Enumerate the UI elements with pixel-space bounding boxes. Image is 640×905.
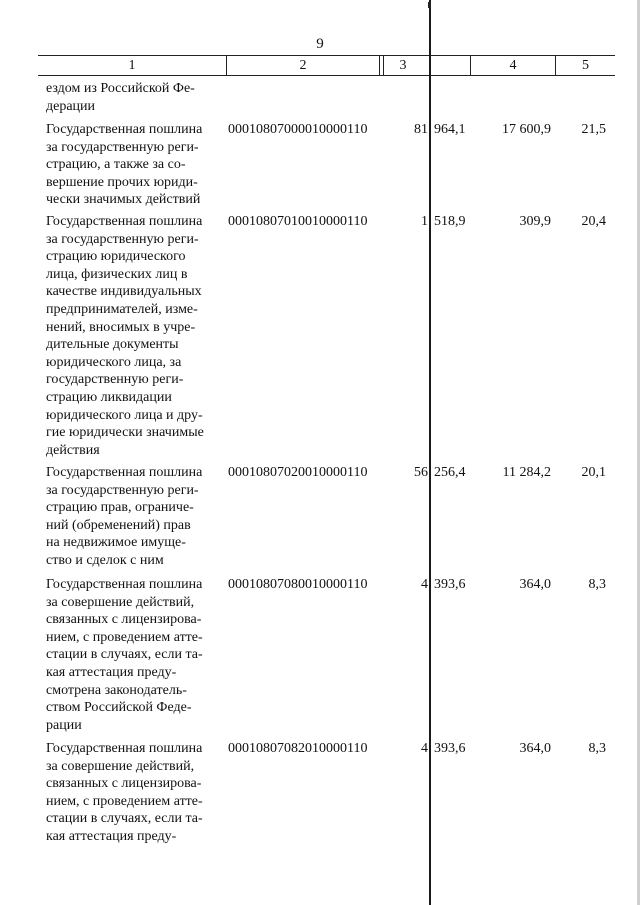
row-4-col4: 364,0 <box>519 577 551 592</box>
row-2-col5: 20,4 <box>581 214 606 229</box>
row-1-col3-frac: 964,1 <box>434 122 466 137</box>
row-0-name: ездом из Российской Фе- дерации <box>46 81 195 114</box>
scan-artifact-line <box>429 0 431 905</box>
row-1-col5: 21,5 <box>581 122 606 137</box>
row-1-name: Государственная пошлина за государственную реги- страцию, а также за со- вершение прочих юриди- чески значимых действий <box>46 122 203 208</box>
row-3-col5: 20,1 <box>581 465 606 480</box>
row-2-col3-frac: 518,9 <box>434 214 466 229</box>
table-header <box>38 55 615 76</box>
row-4-col3-int: 4 <box>421 577 428 592</box>
row-5-col5: 8,3 <box>588 741 606 756</box>
row-4-col5: 8,3 <box>588 577 606 592</box>
row-1-col4: 17 600,9 <box>502 122 551 137</box>
header-col-1: 1 <box>38 56 227 75</box>
row-3-col4: 11 284,2 <box>502 465 551 480</box>
header-col-3: 3 <box>399 58 407 73</box>
page-number: 9 <box>316 36 324 52</box>
row-3-col3-frac: 256,4 <box>434 465 466 480</box>
row-2-code: 00010807010010000110 <box>228 214 368 229</box>
header-col-4: 4 <box>471 56 556 75</box>
row-3-code: 00010807020010000110 <box>228 465 368 480</box>
row-4-col3-frac: 393,6 <box>434 577 466 592</box>
row-2-col3-int: 1 <box>421 214 428 229</box>
row-4-code: 00010807080010000110 <box>228 577 368 592</box>
row-1-col3-int: 81 <box>414 122 428 137</box>
row-2-col4: 309,9 <box>519 214 551 229</box>
row-5-col3-int: 4 <box>421 741 428 756</box>
header-col-5: 5 <box>582 58 589 73</box>
row-5-code: 00010807082010000110 <box>228 741 368 756</box>
row-5-col4: 364,0 <box>519 741 551 756</box>
row-1-code: 00010807000010000110 <box>228 122 368 137</box>
row-3-col3-int: 56 <box>414 465 428 480</box>
header-col-3-extra <box>429 56 471 75</box>
header-divider <box>383 55 384 75</box>
row-5-name: Государственная пошлина за совершение действий, связанных с лицензирова- нием, с проведением атте- стации в случаях, если та- кая аттестация преду- <box>46 741 203 844</box>
scan-artifact-dot <box>428 2 431 8</box>
row-5-col3-frac: 393,6 <box>434 741 466 756</box>
row-4-name: Государственная пошлина за совершение действий, связанных с лицензирова- нием, с проведением атте- стации в случаях, если та- кая аттестация преду- смотрена законодатель- ством Российской Феде- рации <box>46 577 203 733</box>
header-col-2: 2 <box>227 56 380 75</box>
row-2-name: Государственная пошлина за государственную реги- страцию юридического лица, физических лиц в качестве индивидуальных предпринимателей, изме- нений, вносимых в учре- дительные документы юридического лица, за государственную реги- страцию ликвидации юридического лица и дру- гие юридически значимые действия <box>46 214 204 458</box>
row-3-name: Государственная пошлина за государственную реги- страцию прав, ограниче- ний (обременений) прав на недвижимое имуще- ство и сделок с ним <box>46 465 203 568</box>
